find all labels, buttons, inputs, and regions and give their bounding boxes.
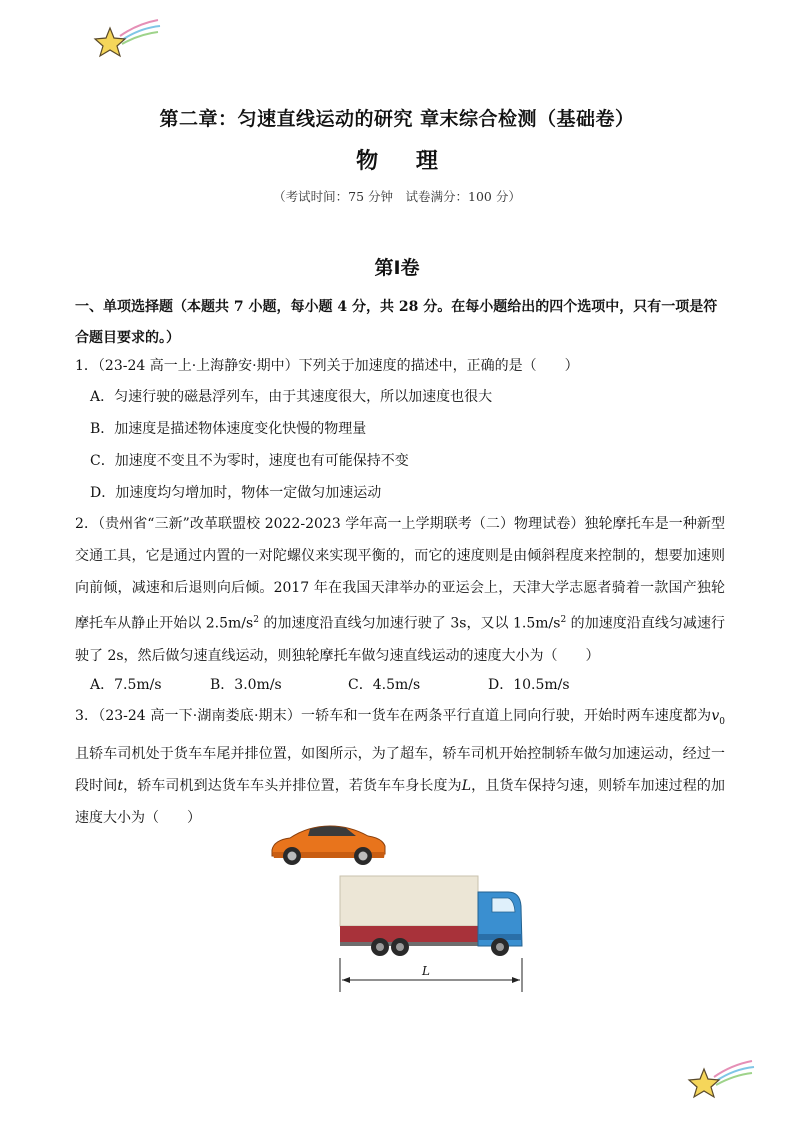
figure-length-label: L	[422, 964, 430, 978]
subject-title: 物 理	[356, 149, 438, 174]
star-decoration-bottom	[686, 1057, 756, 1099]
question-3-stem: 3．（23-24 高一下·湖南娄底·期末）一轿车和一货车在两条平行直道上同向行驶，开始时两车速度都为$v_0$且轿车司机处于货车车尾并排位置，如图所示，为了超车，轿车司机开始控制轿车做匀加速运动，经过一段时间t，轿车司机到达货车车头并排位置，若货车车身长度为L，且货车保持匀速，则轿车加速过程的加速度大小为（ ）	[75, 708, 726, 826]
question-1-option-b: B．加速度是描述物体速度变化快慢的物理量	[90, 421, 367, 437]
car-truck-figure	[268, 820, 533, 1000]
question-2-option-d: D．10.5m/s	[488, 677, 570, 693]
question-1-stem: 1．（23-24 高一上·上海静安·期中）下列关于加速度的描述中，正确的是（ ）	[75, 358, 579, 374]
volume-heading: 第Ⅰ卷	[374, 257, 420, 279]
document-title: 第二章：匀速直线运动的研究 章末综合检测（基础卷）	[159, 108, 635, 130]
section-heading: 一、单项选择题（本题共 7 小题，每小题 4 分，共 28 分。在每小题给出的四个选项中，只有一项是符合题目要求的。）	[75, 299, 718, 346]
question-1-option-a: A．匀速行驶的磁悬浮列车，由于其速度很大，所以加速度也很大	[90, 389, 493, 405]
question-1-option-d: D．加速度均匀增加时，物体一定做匀加速运动	[90, 485, 382, 501]
length-dimension	[340, 958, 522, 992]
star-decoration-top	[92, 16, 162, 58]
truck-image	[340, 876, 522, 956]
question-1-option-c: C．加速度不变且不为零时，速度也有可能保持不变	[90, 453, 409, 469]
question-2-option-b: B．3.0m/s	[210, 677, 282, 693]
question-2-option-c: C．4.5m/s	[348, 677, 421, 693]
question-2-stem: 2．（贵州省“三新”改革联盟校 2022-2023 学年高一上学期联考（二）物理试卷）独轮摩托车是一种新型交通工具，它是通过内置的一对陀螺仪来实现平衡的，而它的速度则是由倾斜程度来控制的，想要加速则向前倾，减速和后退则向后倾。2017 年在我国天津举办的亚运会上，天津大学志愿者骑着一款国产独轮摩托车从静止开始以 $2.5m/s^2$ 的加速度沿直线匀加速行驶了 3s，又以 $1.5m/s^2$ 的加速度沿直线匀减速行驶了 2s，然后做匀速直线运动，则独轮摩托车做匀速直线运动的速度大小为（ ）	[75, 516, 725, 664]
car-image	[272, 826, 385, 865]
question-2-option-a: A．7.5m/s	[90, 677, 162, 693]
exam-info: （考试时间：75 分钟 试卷满分：100 分）	[273, 189, 521, 204]
